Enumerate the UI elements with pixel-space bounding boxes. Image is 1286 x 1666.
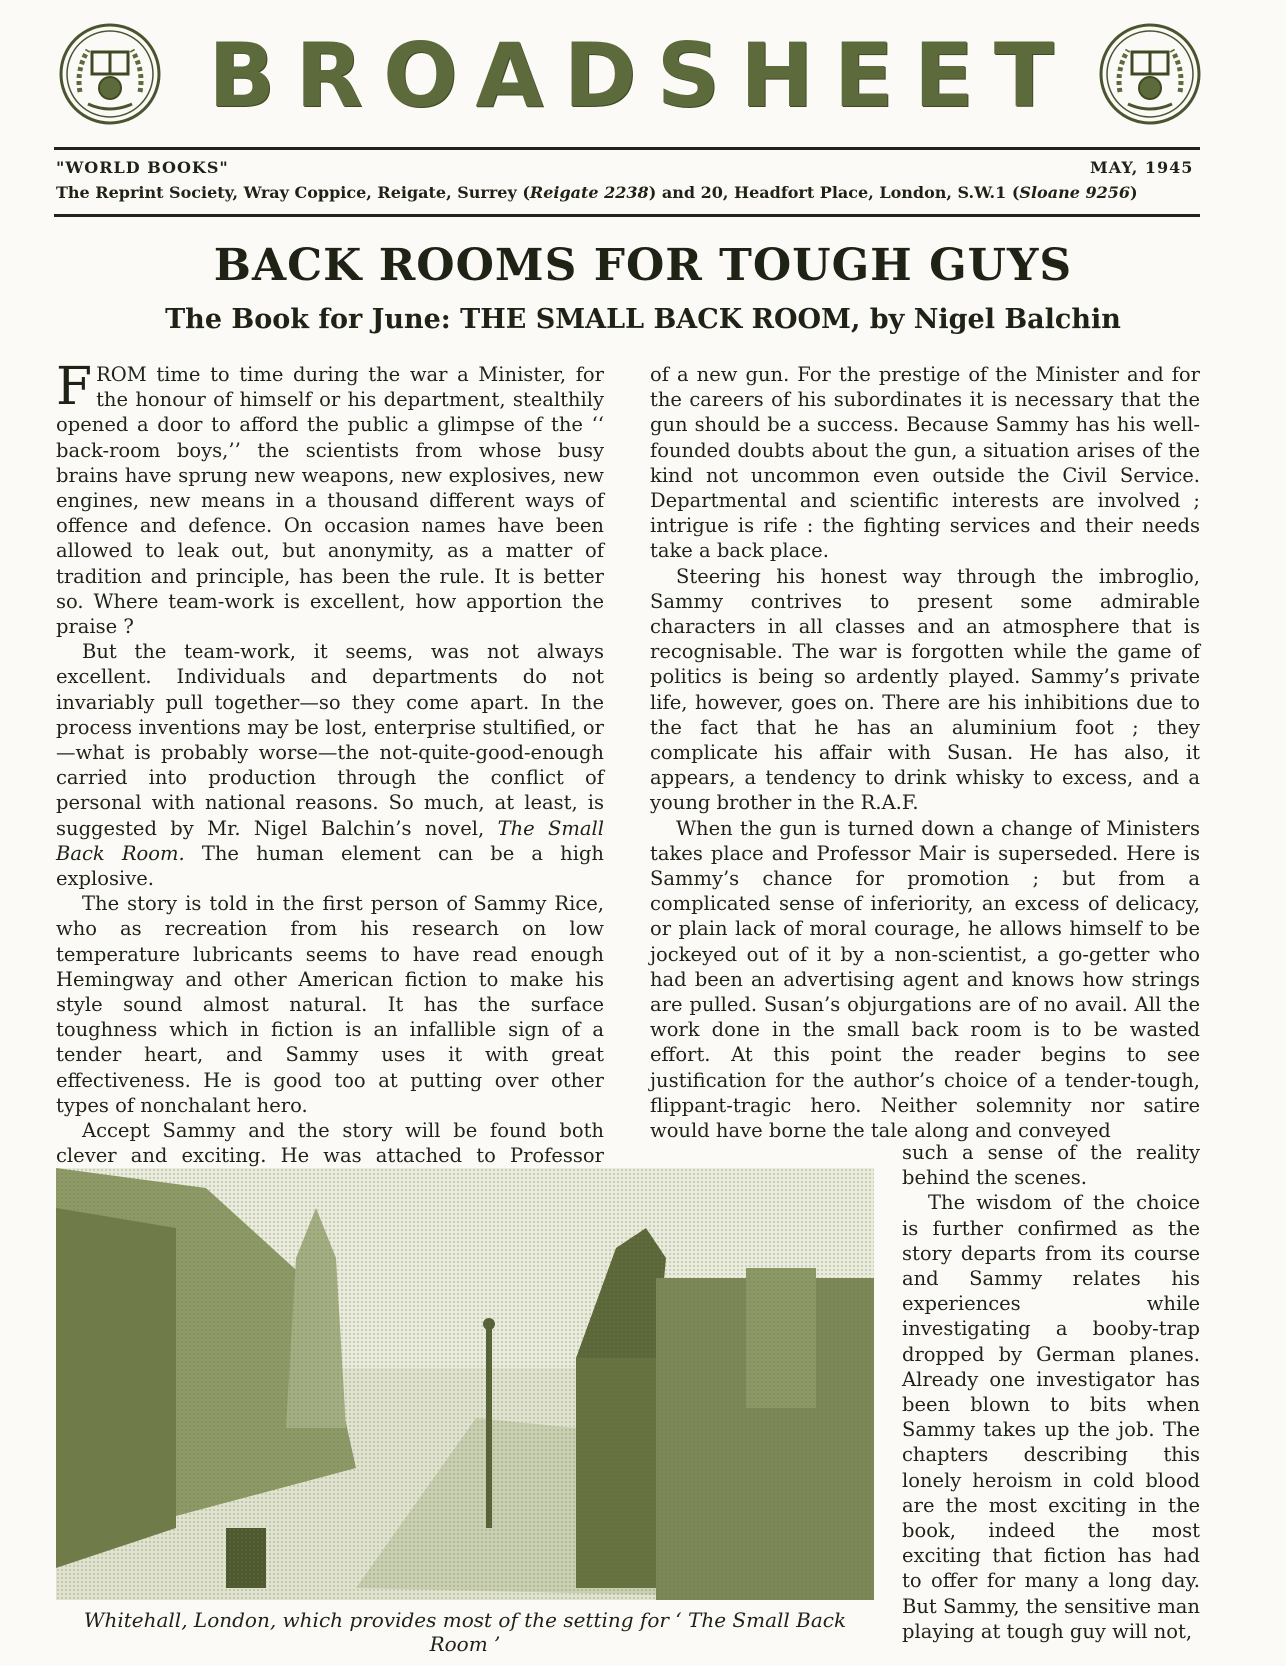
article-headline: BACK ROOMS FOR TOUGH GUYS: [213, 240, 1073, 291]
book-wreath-emblem-icon: [58, 22, 162, 126]
drop-cap: F: [56, 357, 93, 417]
paragraph: But the team-work, it seems, was not always excellent. Individuals and departments do not invariably pull together—so they come apart. In the process inventions may be lost, enterprise stultified, or—what is probably worse—the not-quite-good-enough carried into production through the conflict of personal with national reasons. So much, at least, is suggested by Mr. Nigel Balchin’s novel, The Small Back Room. The human element can be a high explosive.: [56, 640, 604, 891]
article-subheadline: The Book for June: THE SMALL BACK ROOM, by Nigel Balchin: [165, 304, 1121, 335]
paragraph: FROM time to time during the war a Minister, for the honour of himself or his department, stealthily opened a door to afford the public a glimpse of the ‘‘ back-room boys,’’ the scientists from whose busy brains have sprung new weapons, new explosives, new engines, new means in a thousand different ways of offence and defence. On occasion names have been allowed to leak out, but anonymity, as a matter of tradition and principle, has been the rule. It is better so. Where team-work is excellent, how apportion the praise ?: [56, 357, 604, 639]
publisher-line: "WORLD BOOKS": [56, 158, 229, 177]
paragraph: such a sense of the reality behind the scenes.: [902, 1141, 1200, 1190]
masthead: [0, 0, 1286, 140]
whitehall-photo: [56, 1168, 874, 1600]
top-divider: [54, 147, 1200, 150]
paragraph: The story is told in the first person of Sammy Rice, who as recreation from his research on low temperature lubricants seems to have read enough Hemingway and other American fiction to make his style sound almost natural. It has the surface toughness which in fiction is an infallible sign of a tender heart, and Sammy uses it with great effectiveness. He is good too at putting over other types of nonchalant hero.: [56, 892, 604, 1117]
photo-caption: Whitehall, London, which provides most of the setting for ‘ The Small Back Room ’: [83, 1608, 847, 1656]
bottom-divider: [54, 214, 1200, 217]
column-2: [650, 362, 1200, 1143]
column-3: [902, 1140, 1200, 1644]
column-1: [56, 357, 604, 1219]
book-wreath-emblem-icon: [1098, 22, 1202, 126]
paragraph: The wisdom of the choice is further confirmed as the story departs from its course and Sammy relates his experiences while investigating a booby-trap dropped by German planes. Already one investigator has been blown to bits when Sammy takes up the job. The chapters describing this lonely heroism in cold blood are the most exciting in the book, indeed the most exciting that fiction has had to offer for many a long day. But Sammy, the sensitive man playing at tough guy will not,: [902, 1191, 1200, 1643]
issue-date: MAY, 1945: [1090, 158, 1194, 177]
paragraph: When the gun is turned down a change of Ministers takes place and Professor Mair is superseded. Here is Sammy’s chance for promotion ; but from a complicated sense of inferiority, an excess of delicacy, or plain lack of moral courage, he allows himself to be jockeyed out of it by a non-scientist, a go-getter who had been an advertising agent and knows how strings are pulled. Susan’s objurgations are of no avail. All the work done in the small back room is to be wasted effort. At this point the reader begins to see justification for the author’s choice of a tender-tough, flippant-tragic hero. Neither solemnity nor satire would have borne the tale along and conveyed: [650, 816, 1200, 1143]
publisher-address: The Reprint Society, Wray Coppice, Reigate, Surrey (Reigate 2238) and 20, Headfort Place, London, S.W.1 (Sloane 9256): [56, 183, 1138, 202]
masthead-title: BROADSHEET: [208, 24, 1074, 127]
paragraph: of a new gun. For the prestige of the Minister and for the careers of his subordinates it is necessary that the gun should be a success. Because Sammy has his well-founded doubts about the gun, a situation arises of the kind not uncommon even outside the Civil Service. Departmental and scientific interests are involved ; intrigue is rife : the fighting services and their needs take a back place.: [650, 363, 1200, 563]
paragraph: Accept Sammy and the story will be found both clever and exciting. He was attached to Professor: [56, 1119, 604, 1168]
paragraph: Steering his honest way through the imbroglio, Sammy contrives to present some admirable characters in all classes and an atmosphere that is recognisable. The war is forgotten while the game of politics is being so ardently played. Sammy’s private life, however, goes on. There are his inhibitions due to the fact that he has an aluminium foot ; they complicate his affair with Susan. He has also, it appears, a tendency to drink whisky to excess, and a young brother in the R.A.F.: [650, 564, 1200, 815]
